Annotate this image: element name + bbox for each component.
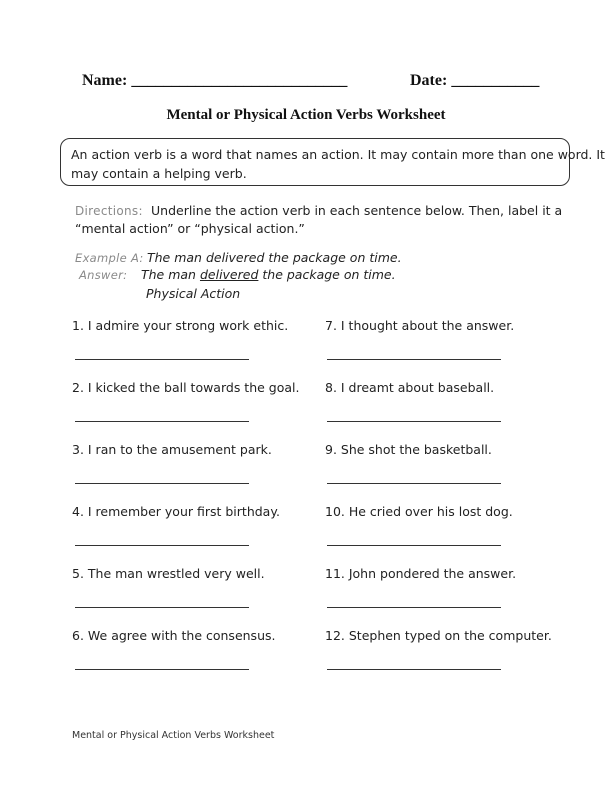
question-4: 4. I remember your first birthday. xyxy=(72,504,280,519)
question-3: 3. I ran to the amusement park. xyxy=(72,442,272,457)
question-7: 7. I thought about the answer. xyxy=(325,318,515,333)
question-9: 9. She shot the basketball. xyxy=(325,442,492,457)
answer-line-10[interactable] xyxy=(327,545,501,546)
question-1: 1. I admire your strong work ethic. xyxy=(72,318,289,333)
definition-line-2: may contain a helping verb. xyxy=(71,166,247,181)
answer-line-7[interactable] xyxy=(327,359,501,360)
question-12: 12. Stephen typed on the computer. xyxy=(325,628,552,643)
answer-line-5[interactable] xyxy=(75,607,249,608)
answer-line-8[interactable] xyxy=(327,421,501,422)
directions-text-line-1: Underline the action verb in each sentence below. Then, label it a xyxy=(151,203,563,218)
worksheet-title: Mental or Physical Action Verbs Worksheet xyxy=(166,107,446,123)
answer-line-3[interactable] xyxy=(75,483,249,484)
answer-type: Physical Action xyxy=(146,286,241,301)
answer-line-2[interactable] xyxy=(75,421,249,422)
answer-sentence xyxy=(141,267,396,282)
question-11: 11. John pondered the answer. xyxy=(325,566,517,581)
directions-text-line-2: “mental action” or “physical action.” xyxy=(75,221,305,236)
answer-line-11[interactable] xyxy=(327,607,501,608)
answer-line-1[interactable] xyxy=(75,359,249,360)
definition-box xyxy=(60,138,605,186)
question-5: 5. The man wrestled very well. xyxy=(72,566,265,581)
directions-label: Directions: xyxy=(75,204,143,218)
question-6: 6. We agree with the consensus. xyxy=(72,628,276,643)
answer-before: The man xyxy=(141,267,200,282)
answer-label: Answer: xyxy=(79,268,128,282)
answer-underlined-verb: delivered xyxy=(199,267,259,282)
question-10: 10. He cried over his lost dog. xyxy=(325,504,513,519)
answer-after: the package on time. xyxy=(258,267,396,282)
answer-line-12[interactable] xyxy=(327,669,501,670)
answer-line-6[interactable] xyxy=(75,669,249,670)
question-8: 8. I dreamt about baseball. xyxy=(325,380,495,395)
example-label: Example A: xyxy=(75,251,144,265)
answer-line-4[interactable] xyxy=(75,545,249,546)
date-field[interactable]: Date: ___________ xyxy=(410,72,540,89)
footer-text: Mental or Physical Action Verbs Worksheet xyxy=(72,730,275,741)
question-2: 2. I kicked the ball towards the goal. xyxy=(72,380,300,395)
example-sentence: The man delivered the package on time. xyxy=(147,250,402,265)
name-field[interactable]: Name: ___________________________ xyxy=(82,72,348,89)
answer-line-9[interactable] xyxy=(327,483,501,484)
definition-line-1: An action verb is a word that names an action. It may contain more than one word. It xyxy=(71,147,605,162)
